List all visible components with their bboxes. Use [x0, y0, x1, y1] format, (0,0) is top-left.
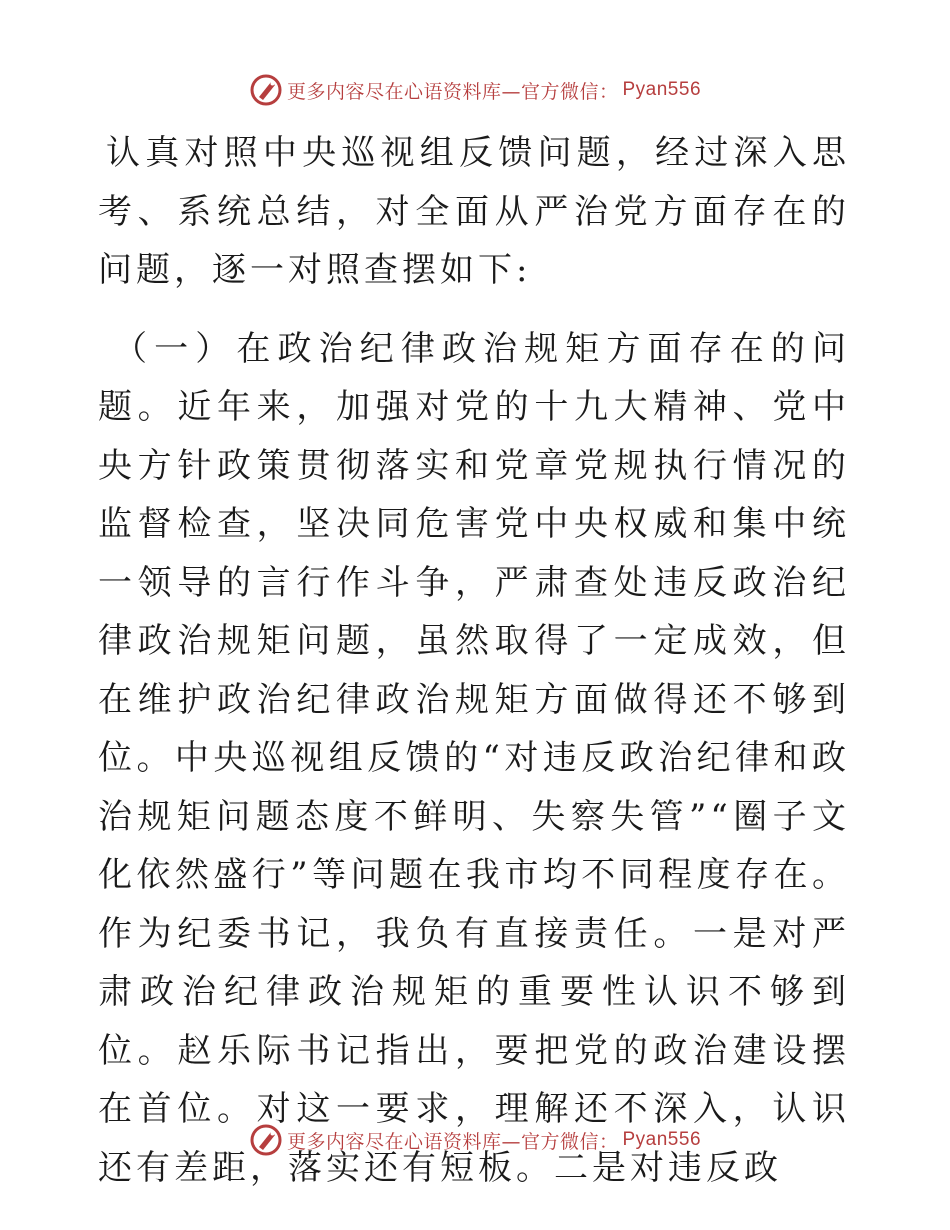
document-body — [98, 124, 850, 1197]
footer-watermark — [0, 1123, 950, 1157]
watermark-text: 更多内容尽在心语资料库—官方微信： — [286, 1130, 619, 1153]
watermark-text: 更多内容尽在心语资料库—官方微信： — [286, 80, 619, 103]
watermark-account: Pyan556 — [622, 1129, 702, 1150]
watermark-account: Pyan556 — [622, 79, 702, 100]
pen-nib-logo-icon — [249, 1123, 283, 1157]
intro-paragraph: 认真对照中央巡视组反馈问题，经过深入思考、系统总结，对全面从严治党方面存在的问题，逐一对照查摆如下: — [98, 133, 850, 290]
header-watermark — [0, 73, 950, 107]
section-one-paragraph: （一）在政治纪律政治规矩方面存在的问题。近年来，加强对党的十九大精神、党中央方针政策贯彻落实和党章党规执行情况的监督检查，坚决同危害党中央权威和集中统一领导的言行作斗争，严肃查处违反政治纪律政治规矩问题，虽然取得了一定成效，但在维护政治纪律政治规矩方面做得还不够到位。中央巡视组反馈的“对违反政治纪律和政治规矩问题态度不鲜明、失察失管”“圈子文化依然盛行”等问题在我市均不同程度存在。作为纪委书记，我负有直接责任。一是对严肃政治纪律政治规矩的重要性认识不够到位。赵乐际书记指出，要把党的政治建设摆在首位。对这一要求，理解还不深入，认识还有差距，落实还有短板。二是对违反政 — [98, 328, 850, 1188]
pen-nib-logo-icon — [249, 73, 283, 107]
